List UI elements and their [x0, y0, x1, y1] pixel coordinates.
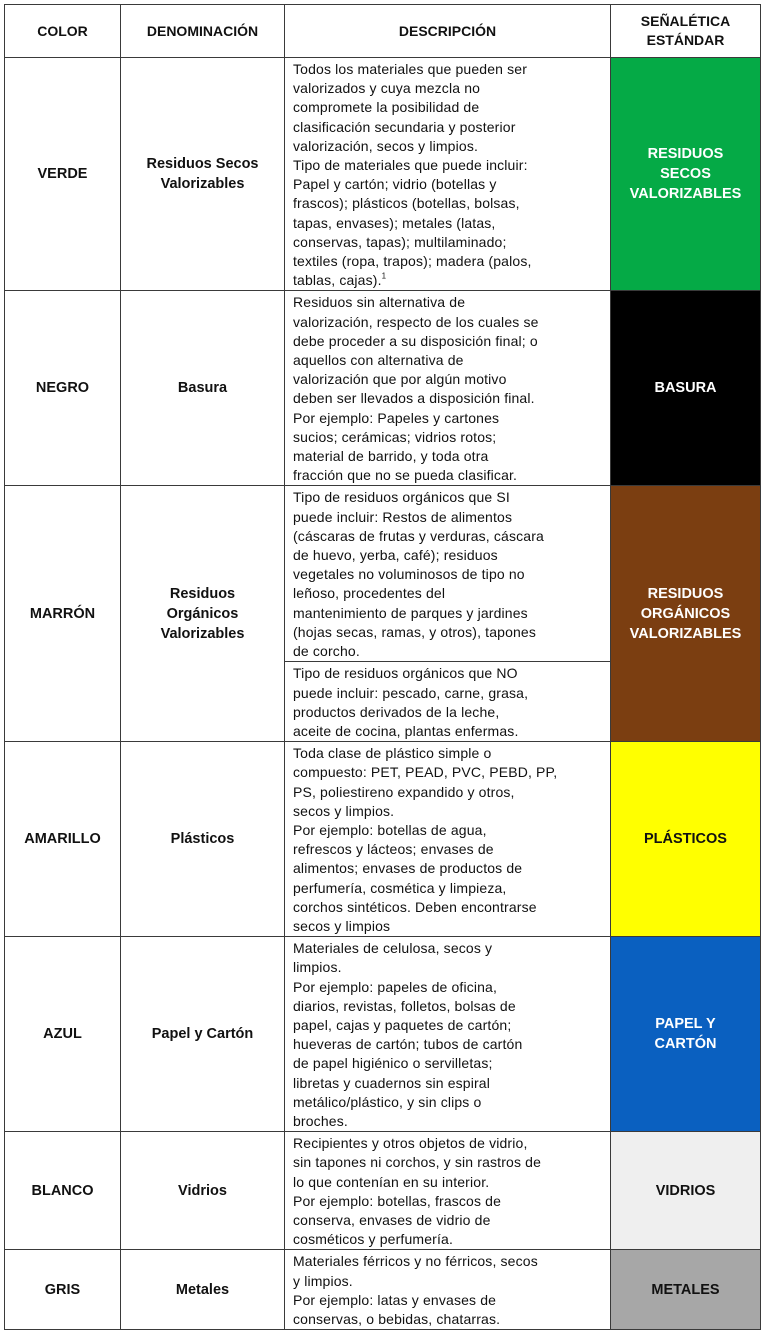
descripcion-cell: Toda clase de plástico simple o compuesto: PET, PEAD, PVC, PEBD, PP, PS, poliestireno expandido y otros, secos y limpios. Por ejemplo: botellas de agua, refrescos y lácteos; envases de alimentos; envases de productos de perfumería, cosmética y limpieza, corchos sintéticos. Deben encontrarse secos y limpios	[285, 742, 611, 937]
row-amarillo	[5, 742, 761, 937]
signage-cell	[611, 1250, 761, 1330]
color-cell: BLANCO	[5, 1132, 121, 1250]
signage-label: BASURA	[654, 380, 717, 397]
footnote-marker: 1	[381, 271, 387, 281]
waste-classification-table	[4, 4, 761, 1330]
color-cell: MARRÓN	[5, 486, 121, 742]
row-negro	[5, 291, 761, 486]
waste-classification-sheet	[4, 4, 760, 1327]
signage-label: RESIDUOS SECOS VALORIZABLES	[629, 146, 742, 203]
descripcion-cell-no: Tipo de residuos orgánicos que NO puede incluir: pescado, carne, grasa, productos derivados de la leche, aceite de cocina, plantas enfermas.	[285, 662, 611, 742]
row-marron	[5, 486, 761, 662]
signage-cell	[611, 1132, 761, 1250]
signage-cell	[611, 937, 761, 1132]
header-row	[5, 5, 761, 58]
row-blanco	[5, 1132, 761, 1250]
descripcion-cell: Recipientes y otros objetos de vidrio, sin tapones ni corchos, y sin rastros de lo que contenían en su interior. Por ejemplo: botellas, frascos de conserva, envases de vidrio de cosméticos y perfumería.	[285, 1132, 611, 1250]
header-descripcion: DESCRIPCIÓN	[285, 5, 611, 58]
signage-cell	[611, 742, 761, 937]
signage-label: RESIDUOS ORGÁNICOS VALORIZABLES	[629, 585, 742, 642]
header-senaletica: SEÑALÉTICA ESTÁNDAR	[611, 5, 761, 58]
descripcion-cell: Residuos sin alternativa de valorización, respecto de los cuales se debe proceder a su disposición final; o aquellos con alternativa de valorización que por algún motivo deben ser llevados a disposición final. Por ejemplo: Papeles y cartones sucios; cerámicas; vidrios rotos; material de barrido, y toda otra fracción que no se pueda clasificar.	[285, 291, 611, 486]
row-verde	[5, 58, 761, 291]
denominacion-cell: Plásticos	[121, 742, 285, 937]
denominacion-cell: Vidrios	[121, 1132, 285, 1250]
header-denominacion: DENOMINACIÓN	[121, 5, 285, 58]
color-cell: NEGRO	[5, 291, 121, 486]
denominacion-cell: Basura	[121, 291, 285, 486]
signage-cell	[611, 291, 761, 486]
signage-label: VIDRIOS	[655, 1182, 716, 1199]
header-color: COLOR	[5, 5, 121, 58]
descripcion-cell: Materiales de celulosa, secos y limpios. Por ejemplo: papeles de oficina, diarios, revistas, folletos, bolsas de papel, cajas y paquetes de cartón; hueveras de cartón; tubos de cartón de papel higiénico o servilletas; libretas y cuadernos sin espiral metálico/plástico, y sin clips o broches.	[285, 937, 611, 1132]
descripcion-cell: Materiales férricos y no férricos, secos y limpios. Por ejemplo: latas y envases de conservas, o bebidas, chatarras.	[285, 1250, 611, 1330]
color-cell: AMARILLO	[5, 742, 121, 937]
signage-label: PLÁSTICOS	[644, 831, 727, 848]
descripcion-cell-si: Tipo de residuos orgánicos que SI puede incluir: Restos de alimentos (cáscaras de frutas y verduras, cáscara de huevo, yerba, café); residuos vegetales no voluminosos de tipo no leñoso, procedentes del mantenimiento de parques y jardines (hojas secas, ramas, y otros), tapones de corcho.	[285, 486, 611, 662]
signage-label: PAPEL Y CARTÓN	[654, 1016, 717, 1053]
signage-label: METALES	[651, 1281, 720, 1298]
denominacion-cell: Residuos Orgánicos Valorizables	[121, 486, 285, 742]
signage-cell	[611, 58, 761, 291]
denominacion-cell: Residuos Secos Valorizables	[121, 58, 285, 291]
denominacion-cell: Papel y Cartón	[121, 937, 285, 1132]
descripcion-cell: Todos los materiales que pueden ser valorizados y cuya mezcla no compromete la posibilidad de clasificación secundaria y posterior valorización, secos y limpios. Tipo de materiales que puede incluir: Papel y cartón; vidrio (botellas y frascos); plásticos (botellas, bolsas, tapas, envases); metales (latas, conservas, tapas); multilaminado; textiles (ropa, trapos); madera (palos, tablas, cajas).$^1$	[285, 58, 611, 291]
row-azul	[5, 937, 761, 1132]
signage-cell	[611, 486, 761, 742]
color-cell: AZUL	[5, 937, 121, 1132]
denominacion-cell: Metales	[121, 1250, 285, 1330]
color-cell: GRIS	[5, 1250, 121, 1330]
color-cell: VERDE	[5, 58, 121, 291]
row-gris	[5, 1250, 761, 1330]
